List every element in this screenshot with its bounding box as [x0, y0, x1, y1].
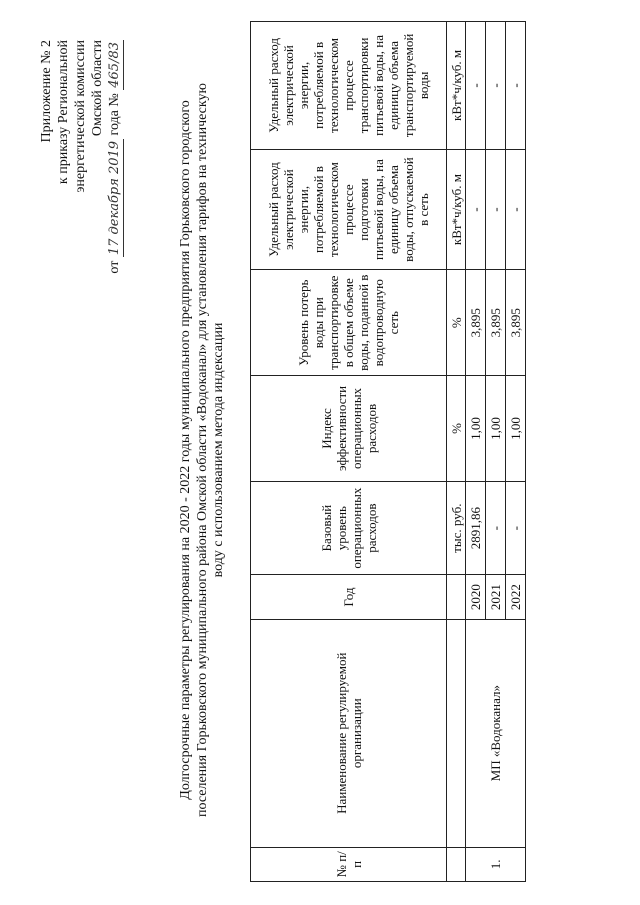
order-reference: к приказу Региональной [56, 40, 71, 185]
row-loss: 3,895 [466, 270, 486, 376]
title-line-1: Долгосрочные параметры регулирования на 2020 - 2022 годы муниципального предприятия Горьковского городского [178, 100, 193, 800]
table-row [466, 22, 486, 882]
region-name: Омской области [90, 40, 105, 137]
order-date-line [106, 40, 124, 290]
row-index: 1,00 [466, 376, 486, 482]
header-energy-preparation: Удельный расход электрической энергии, потребляемой в технологическом процессе подготовки питьевой воды, на единицу объема воды, отпускаемой в сеть [251, 149, 447, 269]
unit-energy1: кВт*ч/куб. м [447, 149, 466, 269]
year-word: года № [107, 93, 122, 136]
row-energy2: - [506, 22, 526, 150]
header-base-opex: Базовый уровень операционных расходов [251, 481, 447, 575]
appendix-header [38, 40, 124, 290]
row-base: 2891,86 [466, 481, 486, 575]
row-base: - [486, 481, 506, 575]
header-efficiency-index: Индекс эффективности операционных расходов [251, 376, 447, 482]
row-loss: 3,895 [486, 270, 506, 376]
row-energy2: - [466, 22, 486, 150]
handwritten-order-number: 465/83 [107, 42, 122, 88]
row-energy1: - [486, 149, 506, 269]
org-name: МП «Водоканал» [466, 619, 526, 847]
appendix-number: Приложение № 2 [39, 40, 54, 143]
title-line-3: воду с использованием метода индексации [211, 322, 226, 578]
row-energy1: - [466, 149, 486, 269]
units-empty-org [447, 619, 466, 847]
row-energy1: - [506, 149, 526, 269]
handwritten-date: 17 декабря 2019 [107, 140, 122, 256]
unit-base: тыс. руб. [447, 481, 466, 575]
row-year: 2020 [466, 575, 486, 619]
units-row [447, 22, 466, 882]
header-year: Год [251, 575, 447, 619]
date-prefix: от [107, 260, 122, 274]
units-empty-year [447, 575, 466, 619]
header-water-loss: Уровень потерь воды при транспортировке в общем объеме воды, поданной в водопроводную сеть [251, 270, 447, 376]
table-header-row [251, 22, 447, 882]
title-line-2: поселения Горьковского муниципального района Омской области «Водоканал» для установления тарифов на техническую [194, 83, 210, 817]
unit-energy2: кВт*ч/куб. м [447, 22, 466, 150]
row-energy2: - [486, 22, 506, 150]
row-index: 1,00 [506, 376, 526, 482]
row-year: 2022 [506, 575, 526, 619]
units-empty-num [447, 847, 466, 881]
org-number: 1. [466, 847, 526, 881]
header-organization: Наименование регулируемой организации [251, 619, 447, 847]
unit-loss: % [447, 270, 466, 376]
parameters-table [250, 21, 526, 882]
header-energy-transport: Удельный расход электрической энергии, потребляемой в технологическом процессе транспортировки питьевой воды, на единицу объема транспортируемой воды [251, 22, 447, 150]
unit-index: % [447, 376, 466, 482]
row-year: 2021 [486, 575, 506, 619]
row-loss: 3,895 [506, 270, 526, 376]
header-num: № п/п [251, 847, 447, 881]
row-index: 1,00 [486, 376, 506, 482]
row-base: - [506, 481, 526, 575]
commission-name: энергетической комиссии [73, 40, 88, 193]
document-title [178, 55, 228, 845]
